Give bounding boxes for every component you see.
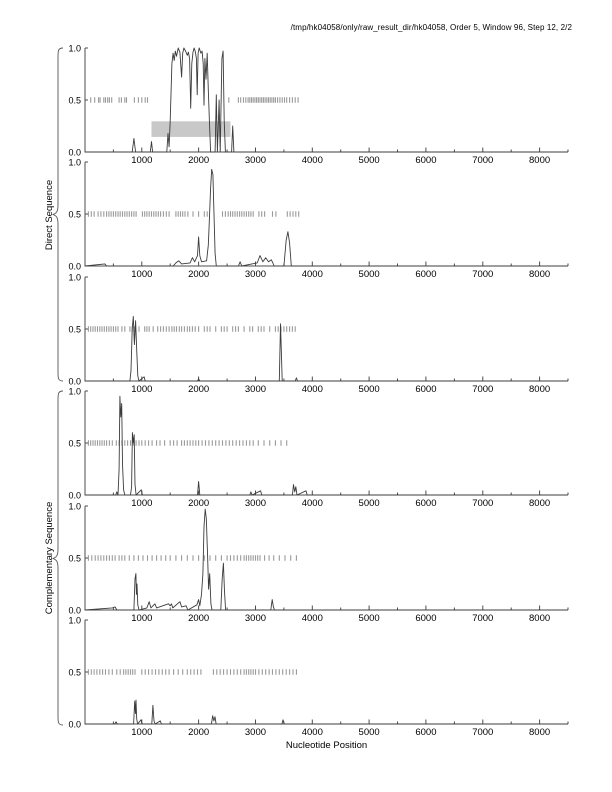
x-tick-label: 1000 bbox=[131, 384, 153, 395]
x-tick-label: 7000 bbox=[472, 613, 494, 624]
axis-ticks bbox=[85, 506, 568, 610]
x-tick-label: 4000 bbox=[301, 269, 323, 280]
codon-marks bbox=[88, 440, 286, 445]
y-tick-label: 0.5 bbox=[68, 438, 81, 449]
x-tick-label: 3000 bbox=[244, 384, 267, 395]
x-tick-label: 5000 bbox=[358, 155, 380, 166]
axis-frame bbox=[85, 391, 568, 495]
x-tick-label: 8000 bbox=[529, 613, 551, 624]
x-tick-label: 6000 bbox=[415, 155, 437, 166]
x-tick-label: 7000 bbox=[472, 269, 494, 280]
codon-marks bbox=[91, 97, 298, 102]
x-tick-label: 6000 bbox=[415, 498, 437, 509]
x-tick-label: 5000 bbox=[358, 498, 380, 509]
probability-curve bbox=[85, 396, 568, 495]
chart-panel-2 bbox=[60, 156, 605, 282]
x-tick-label: 3000 bbox=[244, 155, 267, 166]
x-tick-label: 2000 bbox=[188, 384, 210, 395]
x-tick-label: 5000 bbox=[358, 613, 380, 624]
codon-marks bbox=[88, 326, 295, 331]
x-axis-label: Nucleotide Position bbox=[285, 740, 368, 751]
x-tick-label: 8000 bbox=[529, 155, 551, 166]
x-tick-label: 4000 bbox=[301, 613, 323, 624]
x-tick-label: 8000 bbox=[529, 498, 551, 509]
y-tick-label: 0.5 bbox=[68, 95, 81, 106]
probability-curve bbox=[85, 700, 568, 724]
x-tick-label: 1000 bbox=[131, 613, 153, 624]
y-tick-label: 1.0 bbox=[68, 501, 81, 512]
chart-panel-5 bbox=[60, 500, 605, 626]
axis-frame bbox=[85, 620, 568, 724]
x-tick-label: 8000 bbox=[529, 384, 551, 395]
complementary-sequence-label: Complementary Sequence bbox=[44, 501, 55, 615]
x-tick-label: 7000 bbox=[472, 498, 494, 509]
y-tick-label: 0.0 bbox=[68, 490, 81, 501]
y-tick-label: 0.5 bbox=[68, 553, 81, 564]
codon-marks bbox=[88, 211, 298, 216]
x-tick-label: 5000 bbox=[358, 384, 380, 395]
y-tick-label: 0.0 bbox=[68, 376, 81, 387]
y-tick-label: 1.0 bbox=[68, 43, 81, 54]
x-tick-label: 3000 bbox=[244, 727, 267, 738]
x-tick-label: 1000 bbox=[131, 498, 153, 509]
y-tick-label: 0.0 bbox=[68, 605, 81, 616]
x-tick-label: 4000 bbox=[301, 384, 323, 395]
chart-panel-6 bbox=[60, 614, 605, 740]
x-tick-label: 3000 bbox=[244, 269, 267, 280]
y-tick-label: 1.0 bbox=[68, 615, 81, 626]
axis-frame bbox=[85, 162, 568, 266]
x-tick-label: 6000 bbox=[415, 269, 437, 280]
x-tick-label: 7000 bbox=[472, 727, 494, 738]
y-tick-label: 0.0 bbox=[68, 261, 81, 272]
x-tick-label: 4000 bbox=[301, 727, 323, 738]
x-tick-label: 5000 bbox=[358, 727, 380, 738]
x-tick-label: 5000 bbox=[358, 269, 380, 280]
axis-frame bbox=[85, 506, 568, 610]
codon-marks bbox=[88, 555, 296, 560]
x-tick-label: 2000 bbox=[188, 269, 210, 280]
chart-panel-3 bbox=[60, 271, 605, 397]
y-tick-label: 1.0 bbox=[68, 386, 81, 397]
axis-ticks bbox=[85, 391, 568, 495]
probability-curve bbox=[85, 169, 568, 266]
probability-curve bbox=[85, 317, 568, 382]
x-tick-label: 7000 bbox=[472, 384, 494, 395]
probability-curve bbox=[85, 509, 568, 610]
x-tick-label: 4000 bbox=[301, 498, 323, 509]
axis-ticks bbox=[85, 620, 568, 724]
codon-marks bbox=[88, 669, 296, 674]
y-tick-label: 0.5 bbox=[68, 324, 81, 335]
axis-ticks bbox=[85, 162, 568, 266]
x-tick-label: 1000 bbox=[131, 727, 153, 738]
x-tick-label: 2000 bbox=[188, 498, 210, 509]
x-tick-label: 2000 bbox=[188, 613, 210, 624]
y-tick-label: 0.0 bbox=[68, 147, 81, 158]
x-tick-label: 4000 bbox=[301, 155, 323, 166]
x-tick-label: 1000 bbox=[131, 269, 153, 280]
x-tick-label: 3000 bbox=[244, 498, 267, 509]
x-tick-label: 6000 bbox=[415, 613, 437, 624]
y-tick-label: 1.0 bbox=[68, 157, 81, 168]
y-tick-label: 1.0 bbox=[68, 272, 81, 283]
x-tick-label: 2000 bbox=[188, 727, 210, 738]
x-tick-label: 6000 bbox=[415, 727, 437, 738]
chart-panel-4 bbox=[60, 385, 605, 511]
y-tick-label: 0.5 bbox=[68, 209, 81, 220]
x-tick-label: 1000 bbox=[131, 155, 153, 166]
x-tick-label: 7000 bbox=[472, 155, 494, 166]
y-tick-label: 0.5 bbox=[68, 667, 81, 678]
plot-title: /tmp/hk04058/only/raw_result_dir/hk04058, Order 5, Window 96, Step 12, 2/2 bbox=[290, 23, 572, 32]
x-tick-label: 8000 bbox=[529, 727, 551, 738]
x-tick-label: 8000 bbox=[529, 269, 551, 280]
y-tick-label: 0.0 bbox=[68, 719, 81, 730]
x-tick-label: 2000 bbox=[188, 155, 210, 166]
x-tick-label: 6000 bbox=[415, 384, 437, 395]
chart-panel-1 bbox=[60, 42, 605, 168]
x-tick-label: 3000 bbox=[244, 613, 267, 624]
direct-sequence-label: Direct Sequence bbox=[44, 179, 55, 251]
